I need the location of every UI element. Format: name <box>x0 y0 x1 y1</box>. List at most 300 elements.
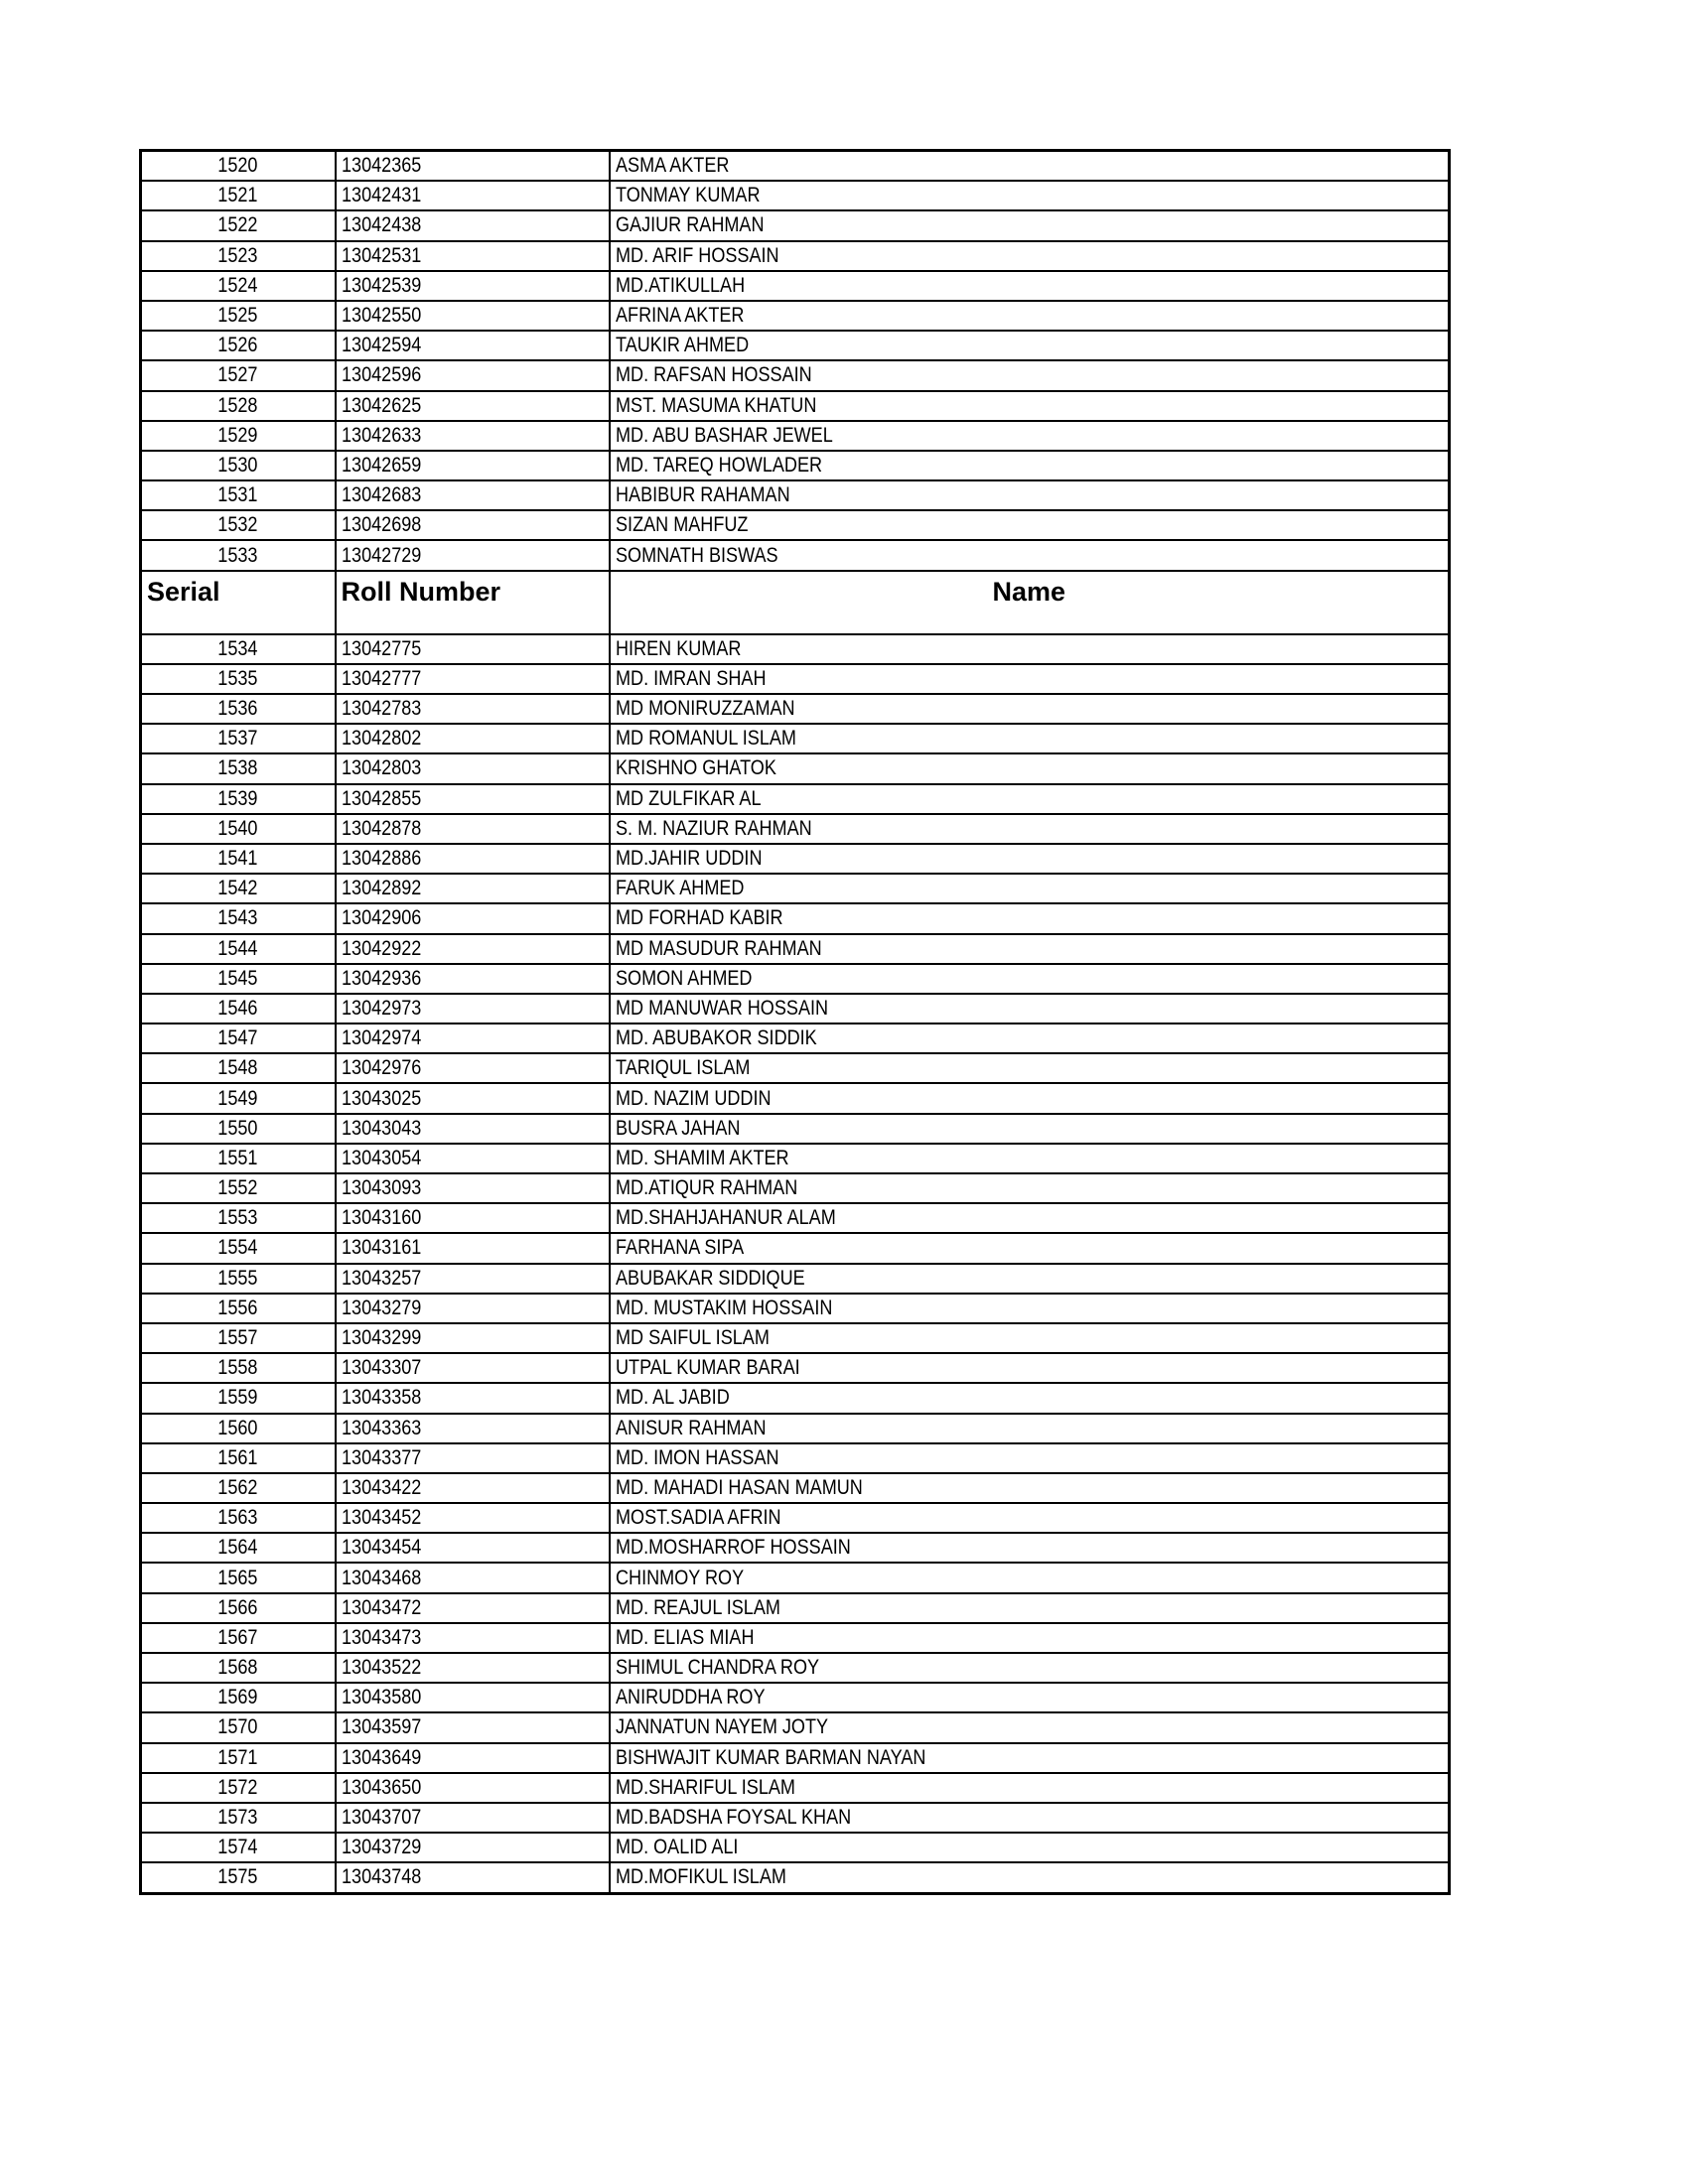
serial-cell-text: 1526 <box>217 334 258 357</box>
header-roll-number: Roll Number <box>336 571 610 634</box>
name-cell-text: UTPAL KUMAR BARAI <box>615 1356 800 1380</box>
name-cell <box>610 181 1450 210</box>
serial-cell-text: 1564 <box>217 1536 258 1560</box>
roll-number-cell <box>336 271 610 301</box>
roll-number-cell <box>336 1473 610 1503</box>
name-cell <box>610 724 1450 753</box>
table-row <box>141 1803 1450 1833</box>
serial-cell <box>141 1593 336 1623</box>
table-row <box>141 724 1450 753</box>
roll-number-cell <box>336 1173 610 1203</box>
serial-cell <box>141 994 336 1024</box>
name-cell-text: JANNATUN NAYEM JOTY <box>615 1715 828 1739</box>
roll-number-cell-text: 13043472 <box>341 1595 421 1619</box>
roll-number-cell <box>336 1264 610 1294</box>
serial-cell <box>141 1683 336 1712</box>
roll-number-cell-text: 13043025 <box>341 1086 421 1110</box>
name-cell <box>610 480 1450 510</box>
serial-cell <box>141 1233 336 1263</box>
roll-number-cell <box>336 151 610 182</box>
serial-cell-text: 1527 <box>217 363 258 387</box>
serial-cell <box>141 1083 336 1113</box>
roll-number-cell-text: 13043454 <box>341 1536 421 1560</box>
serial-cell <box>141 1743 336 1773</box>
roll-number-cell <box>336 1653 610 1683</box>
name-cell <box>610 1294 1450 1323</box>
serial-cell <box>141 634 336 664</box>
table-row <box>141 1144 1450 1173</box>
roll-number-cell-text: 13043580 <box>341 1686 421 1709</box>
name-cell <box>610 994 1450 1024</box>
serial-cell-text: 1534 <box>217 636 258 660</box>
name-cell-text: ABUBAKAR SIDDIQUE <box>615 1266 805 1290</box>
serial-cell-text: 1525 <box>217 304 258 328</box>
name-cell <box>610 1053 1450 1083</box>
name-cell <box>610 1743 1450 1773</box>
serial-cell <box>141 391 336 421</box>
serial-cell-text: 1572 <box>217 1775 258 1799</box>
name-cell <box>610 1653 1450 1683</box>
serial-cell-text: 1522 <box>217 213 258 237</box>
name-cell-text: SOMON AHMED <box>615 966 752 990</box>
roll-number-cell-text: 13042783 <box>341 697 421 721</box>
serial-cell <box>141 903 336 933</box>
name-cell-text: ANIRUDDHA ROY <box>615 1686 766 1709</box>
serial-cell-text: 1567 <box>217 1625 258 1649</box>
roll-number-cell <box>336 634 610 664</box>
serial-cell <box>141 874 336 903</box>
name-cell <box>610 1443 1450 1473</box>
name-cell-text: MD. IMRAN SHAH <box>615 666 767 690</box>
roll-number-cell-text: 13042431 <box>341 184 421 207</box>
table-row <box>141 1414 1450 1443</box>
name-cell <box>610 1683 1450 1712</box>
serial-cell <box>141 1114 336 1144</box>
name-cell <box>610 1833 1450 1862</box>
roll-number-cell <box>336 724 610 753</box>
name-cell-text: MD.SHAHJAHANUR ALAM <box>615 1206 836 1230</box>
serial-cell-text: 1571 <box>217 1745 258 1769</box>
roll-number-cell-text: 13042973 <box>341 996 421 1020</box>
roll-number-cell <box>336 1233 610 1263</box>
serial-cell-text: 1574 <box>217 1836 258 1859</box>
roll-number-cell-text: 13042683 <box>341 483 421 507</box>
serial-cell <box>141 1053 336 1083</box>
table-row <box>141 1862 1450 1893</box>
roll-number-cell <box>336 1773 610 1803</box>
roll-number-cell-text: 13042438 <box>341 213 421 237</box>
table-row <box>141 540 1450 570</box>
table-row <box>141 451 1450 480</box>
roll-number-cell <box>336 540 610 570</box>
roll-number-cell-text: 13042886 <box>341 847 421 871</box>
table-row <box>141 1024 1450 1053</box>
name-cell-text: MD.MOFIKUL ISLAM <box>615 1865 786 1889</box>
name-cell <box>610 753 1450 783</box>
table-row <box>141 753 1450 783</box>
roll-number-cell <box>336 301 610 331</box>
roll-number-cell <box>336 814 610 844</box>
serial-cell <box>141 1653 336 1683</box>
roll-number-cell <box>336 1353 610 1383</box>
serial-cell <box>141 451 336 480</box>
serial-cell-text: 1551 <box>217 1146 258 1169</box>
serial-cell <box>141 724 336 753</box>
roll-number-cell-text: 13042550 <box>341 304 421 328</box>
name-cell-text: HIREN KUMAR <box>615 636 741 660</box>
table-row <box>141 1203 1450 1233</box>
table-row <box>141 1773 1450 1803</box>
serial-cell-text: 1532 <box>217 513 258 537</box>
serial-cell <box>141 1024 336 1053</box>
table-row <box>141 814 1450 844</box>
serial-cell-text: 1562 <box>217 1475 258 1499</box>
table-row <box>141 1173 1450 1203</box>
roll-number-cell <box>336 1623 610 1653</box>
roll-number-cell <box>336 1144 610 1173</box>
table-row <box>141 1653 1450 1683</box>
roll-number-cell <box>336 360 610 390</box>
table-row <box>141 271 1450 301</box>
name-cell <box>610 451 1450 480</box>
roll-number-cell <box>336 964 610 994</box>
serial-cell-text: 1570 <box>217 1715 258 1739</box>
roll-number-cell <box>336 994 610 1024</box>
name-cell-text: MD. TAREQ HOWLADER <box>615 453 822 477</box>
roll-number-cell <box>336 1114 610 1144</box>
name-cell <box>610 1862 1450 1893</box>
name-cell <box>610 210 1450 240</box>
roll-number-cell <box>336 480 610 510</box>
name-cell <box>610 540 1450 570</box>
roll-number-cell-text: 13043748 <box>341 1865 421 1889</box>
name-cell-text: MD. MAHADI HASAN MAMUN <box>615 1475 863 1499</box>
roll-number-cell <box>336 210 610 240</box>
name-cell <box>610 694 1450 724</box>
roll-number-cell <box>336 664 610 694</box>
table-row <box>141 634 1450 664</box>
serial-cell-text: 1544 <box>217 936 258 960</box>
serial-cell <box>141 664 336 694</box>
serial-cell <box>141 1443 336 1473</box>
name-cell <box>610 874 1450 903</box>
roll-number-cell <box>336 1024 610 1053</box>
roll-number-cell-text: 13043161 <box>341 1236 421 1260</box>
name-cell-text: MD MASUDUR RAHMAN <box>615 936 822 960</box>
table-row <box>141 1683 1450 1712</box>
serial-cell-text: 1560 <box>217 1416 258 1439</box>
roll-number-cell-text: 13043468 <box>341 1566 421 1589</box>
table-row <box>141 1563 1450 1592</box>
roll-number-cell <box>336 903 610 933</box>
roll-number-cell <box>336 391 610 421</box>
roll-number-cell-text: 13042698 <box>341 513 421 537</box>
serial-cell <box>141 1712 336 1742</box>
serial-cell-text: 1553 <box>217 1206 258 1230</box>
header-name: Name <box>610 571 1450 634</box>
roll-number-cell-text: 13043522 <box>341 1656 421 1680</box>
table-row <box>141 1593 1450 1623</box>
name-cell <box>610 1233 1450 1263</box>
serial-cell <box>141 331 336 360</box>
serial-cell-text: 1524 <box>217 273 258 297</box>
roll-number-cell-text: 13042596 <box>341 363 421 387</box>
name-cell <box>610 421 1450 451</box>
table-row <box>141 1743 1450 1773</box>
table-header-section <box>141 571 1450 634</box>
roll-number-cell-text: 13042976 <box>341 1056 421 1080</box>
table-row <box>141 241 1450 271</box>
name-cell-text: SIZAN MAHFUZ <box>615 513 748 537</box>
roll-number-cell-text: 13042906 <box>341 906 421 930</box>
roll-number-cell-text: 13042625 <box>341 393 421 417</box>
serial-cell-text: 1528 <box>217 393 258 417</box>
name-cell <box>610 331 1450 360</box>
roll-number-cell <box>336 1862 610 1893</box>
table-row <box>141 1053 1450 1083</box>
serial-cell-text: 1521 <box>217 184 258 207</box>
name-cell <box>610 151 1450 182</box>
serial-cell <box>141 271 336 301</box>
name-cell <box>610 1414 1450 1443</box>
name-cell-text: MD. ARIF HOSSAIN <box>615 243 779 267</box>
serial-cell-text: 1539 <box>217 786 258 810</box>
serial-cell <box>141 210 336 240</box>
table-row <box>141 1712 1450 1742</box>
table-row <box>141 874 1450 903</box>
name-cell <box>610 360 1450 390</box>
serial-cell-text: 1550 <box>217 1116 258 1140</box>
table-row <box>141 151 1450 182</box>
serial-cell-text: 1549 <box>217 1086 258 1110</box>
name-cell <box>610 1773 1450 1803</box>
roll-number-cell-text: 13043160 <box>341 1206 421 1230</box>
serial-cell <box>141 934 336 964</box>
table-row <box>141 1353 1450 1383</box>
roll-number-cell <box>336 1833 610 1862</box>
serial-cell-text: 1542 <box>217 877 258 900</box>
table-row <box>141 480 1450 510</box>
serial-cell <box>141 784 336 814</box>
table-row <box>141 964 1450 994</box>
name-cell <box>610 784 1450 814</box>
serial-cell-text: 1529 <box>217 423 258 447</box>
serial-cell-text: 1530 <box>217 453 258 477</box>
name-cell-text: MD. MUSTAKIM HOSSAIN <box>615 1296 832 1319</box>
serial-cell <box>141 1473 336 1503</box>
name-cell-text: HABIBUR RAHAMAN <box>615 483 790 507</box>
serial-cell-text: 1523 <box>217 243 258 267</box>
roll-number-cell-text: 13043299 <box>341 1326 421 1350</box>
serial-cell <box>141 1144 336 1173</box>
name-cell <box>610 1383 1450 1413</box>
roll-number-cell <box>336 1743 610 1773</box>
table-row <box>141 360 1450 390</box>
table-row <box>141 331 1450 360</box>
table-row <box>141 1833 1450 1862</box>
name-cell-text: MD FORHAD KABIR <box>615 906 783 930</box>
table-body-after-header <box>141 634 1450 1893</box>
serial-cell-text: 1557 <box>217 1326 258 1350</box>
roll-number-cell-text: 13042539 <box>341 273 421 297</box>
roll-number-cell-text: 13042633 <box>341 423 421 447</box>
name-cell <box>610 271 1450 301</box>
roll-number-cell-text: 13043307 <box>341 1356 421 1380</box>
name-cell-text: BISHWAJIT KUMAR BARMAN NAYAN <box>615 1745 925 1769</box>
serial-cell <box>141 540 336 570</box>
roll-number-cell-text: 13042365 <box>341 154 421 178</box>
serial-cell <box>141 753 336 783</box>
roll-number-cell-text: 13043452 <box>341 1506 421 1530</box>
name-cell-text: CHINMOY ROY <box>615 1566 744 1589</box>
name-cell-text: TARIQUL ISLAM <box>615 1056 750 1080</box>
table-row <box>141 391 1450 421</box>
roll-number-cell-text: 13042974 <box>341 1026 421 1050</box>
roll-number-cell-text: 13042531 <box>341 243 421 267</box>
name-cell <box>610 934 1450 964</box>
serial-cell-text: 1540 <box>217 816 258 840</box>
serial-cell <box>141 241 336 271</box>
serial-cell <box>141 360 336 390</box>
table-row <box>141 664 1450 694</box>
roll-number-cell <box>336 1712 610 1742</box>
roll-number-cell-text: 13042775 <box>341 636 421 660</box>
table-row <box>141 844 1450 874</box>
serial-cell-text: 1541 <box>217 847 258 871</box>
table-row <box>141 1473 1450 1503</box>
name-cell-text: MD SAIFUL ISLAM <box>615 1326 770 1350</box>
name-cell-text: FARUK AHMED <box>615 877 744 900</box>
name-cell <box>610 664 1450 694</box>
name-cell <box>610 391 1450 421</box>
serial-cell-text: 1573 <box>217 1806 258 1830</box>
roll-number-cell <box>336 844 610 874</box>
roll-number-cell-text: 13042594 <box>341 334 421 357</box>
roll-number-cell-text: 13042878 <box>341 816 421 840</box>
serial-cell-text: 1520 <box>217 154 258 178</box>
name-cell <box>610 1114 1450 1144</box>
roll-number-cell-text: 13042802 <box>341 727 421 751</box>
name-cell <box>610 814 1450 844</box>
name-cell <box>610 1264 1450 1294</box>
roll-number-cell-text: 13043649 <box>341 1745 421 1769</box>
name-cell-text: MD.SHARIFUL ISLAM <box>615 1775 795 1799</box>
table-row <box>141 694 1450 724</box>
roll-number-cell <box>336 1593 610 1623</box>
name-cell-text: MD.BADSHA FOYSAL KHAN <box>615 1806 851 1830</box>
roll-number-cell-text: 13042892 <box>341 877 421 900</box>
name-cell-text: MD.ATIQUR RAHMAN <box>615 1176 797 1200</box>
name-cell <box>610 1173 1450 1203</box>
name-cell-text: MD. AL JABID <box>615 1386 730 1410</box>
name-cell <box>610 241 1450 271</box>
serial-cell-text: 1565 <box>217 1566 258 1589</box>
roll-number-cell <box>336 934 610 964</box>
table-row <box>141 903 1450 933</box>
roll-number-cell <box>336 1203 610 1233</box>
table-row <box>141 1533 1450 1563</box>
serial-cell-text: 1531 <box>217 483 258 507</box>
name-cell <box>610 1203 1450 1233</box>
name-cell-text: MD. OALID ALI <box>615 1836 738 1859</box>
serial-cell <box>141 814 336 844</box>
roll-number-cell <box>336 181 610 210</box>
name-cell-text: MD ZULFIKAR AL <box>615 786 762 810</box>
serial-cell-text: 1558 <box>217 1356 258 1380</box>
roll-list-table <box>139 149 1451 1895</box>
name-cell-text: MD. IMON HASSAN <box>615 1445 779 1469</box>
name-cell-text: MD. ELIAS MIAH <box>615 1625 754 1649</box>
roll-number-cell <box>336 331 610 360</box>
name-cell-text: MD.ATIKULLAH <box>615 273 745 297</box>
table-row <box>141 1323 1450 1353</box>
roll-number-cell <box>336 510 610 540</box>
serial-cell-text: 1569 <box>217 1686 258 1709</box>
name-cell-text: KRISHNO GHATOK <box>615 756 776 780</box>
roll-number-cell-text: 13043257 <box>341 1266 421 1290</box>
table-row <box>141 181 1450 210</box>
table-row <box>141 1443 1450 1473</box>
name-cell-text: SHIMUL CHANDRA ROY <box>615 1656 819 1680</box>
roll-number-cell-text: 13043363 <box>341 1416 421 1439</box>
name-cell-text: MOST.SADIA AFRIN <box>615 1506 781 1530</box>
roll-number-cell <box>336 874 610 903</box>
table-row <box>141 1264 1450 1294</box>
roll-number-cell-text: 13043422 <box>341 1475 421 1499</box>
serial-cell-text: 1552 <box>217 1176 258 1200</box>
name-cell <box>610 1473 1450 1503</box>
table-row <box>141 1503 1450 1533</box>
serial-cell <box>141 1803 336 1833</box>
serial-cell <box>141 510 336 540</box>
roll-number-cell <box>336 753 610 783</box>
roll-number-cell <box>336 451 610 480</box>
serial-cell <box>141 1623 336 1653</box>
serial-cell <box>141 301 336 331</box>
table-row <box>141 1383 1450 1413</box>
name-cell <box>610 1803 1450 1833</box>
name-cell-text: ASMA AKTER <box>615 154 729 178</box>
serial-cell-text: 1563 <box>217 1506 258 1530</box>
serial-cell-text: 1538 <box>217 756 258 780</box>
name-cell <box>610 1503 1450 1533</box>
serial-cell <box>141 1533 336 1563</box>
name-cell-text: MD. SHAMIM AKTER <box>615 1146 789 1169</box>
name-cell-text: MD. NAZIM UDDIN <box>615 1086 772 1110</box>
name-cell-text: MD ROMANUL ISLAM <box>615 727 796 751</box>
roll-number-cell <box>336 1294 610 1323</box>
name-cell <box>610 903 1450 933</box>
header-row <box>141 571 1450 634</box>
roll-number-cell <box>336 1323 610 1353</box>
serial-cell-text: 1556 <box>217 1296 258 1319</box>
table-row <box>141 1294 1450 1323</box>
roll-number-cell-text: 13042803 <box>341 756 421 780</box>
roll-number-cell <box>336 241 610 271</box>
serial-cell-text: 1561 <box>217 1445 258 1469</box>
roll-number-cell-text: 13043650 <box>341 1775 421 1799</box>
serial-cell <box>141 421 336 451</box>
name-cell-text: MD. ABU BASHAR JEWEL <box>615 423 833 447</box>
roll-number-cell-text: 13042659 <box>341 453 421 477</box>
roll-number-cell-text: 13042777 <box>341 666 421 690</box>
table-row <box>141 510 1450 540</box>
name-cell <box>610 1083 1450 1113</box>
serial-cell <box>141 1264 336 1294</box>
serial-cell-text: 1568 <box>217 1656 258 1680</box>
serial-cell <box>141 844 336 874</box>
name-cell <box>610 1533 1450 1563</box>
